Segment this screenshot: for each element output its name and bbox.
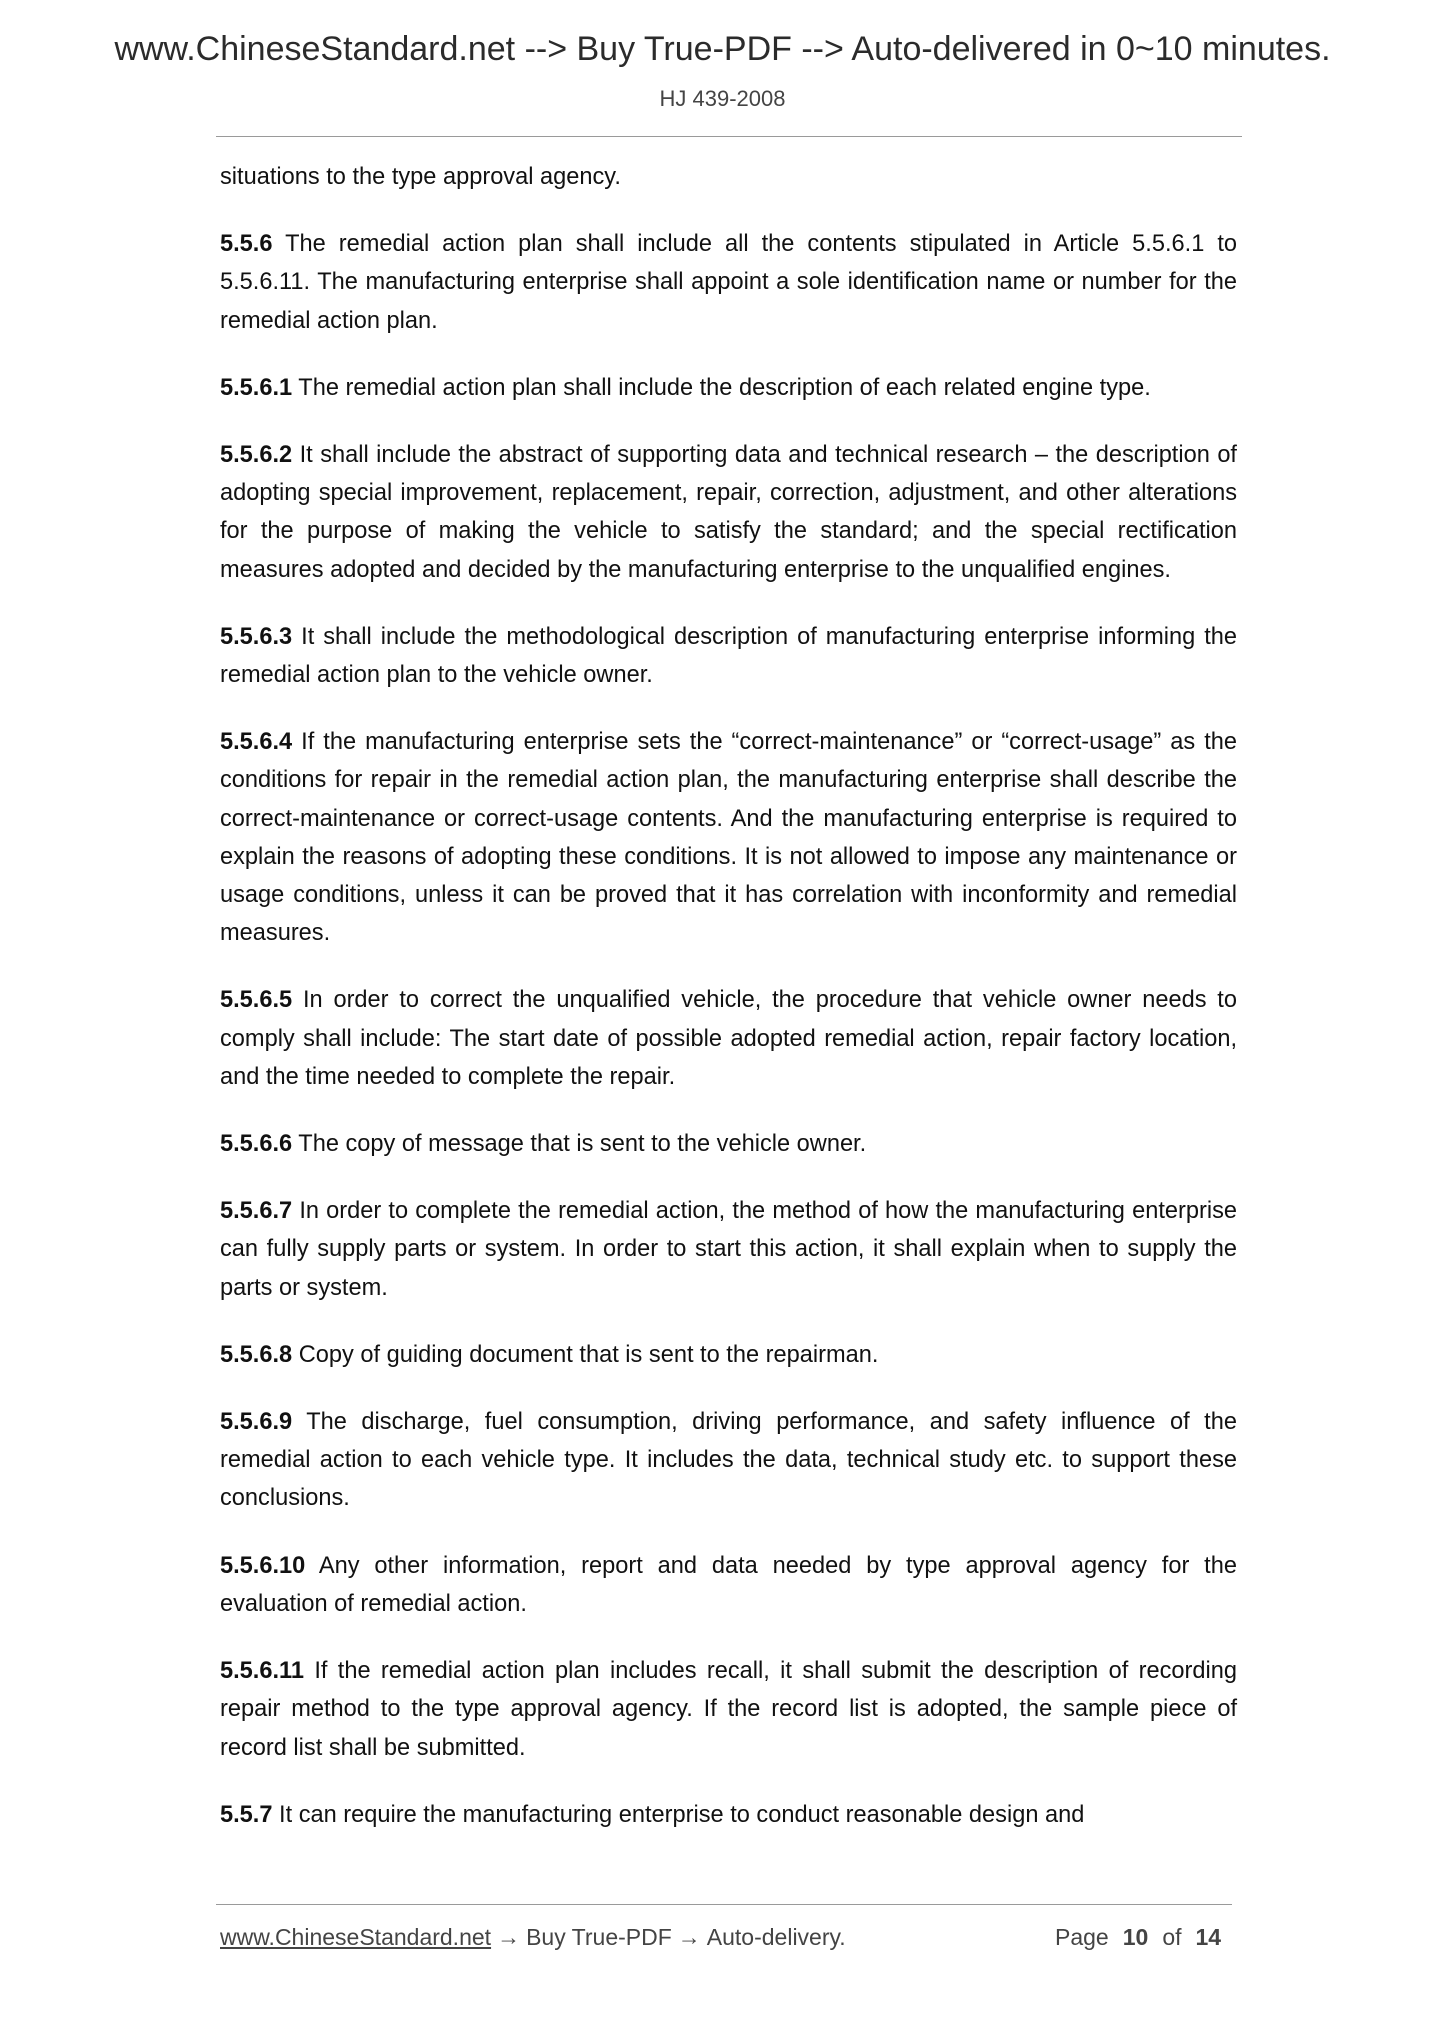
clause-number: 5.5.6.10 <box>220 1552 306 1579</box>
site-link[interactable]: www.ChineseStandard.net <box>220 1924 492 1950</box>
clause-number: 5.5.6.5 <box>220 987 293 1014</box>
paragraph: 5.5.6.6 The copy of message that is sent to the vehicle owner. <box>220 1131 867 1158</box>
delivery-text: Auto-delivery. <box>706 1924 846 1950</box>
clause-number: 5.5.6.3 <box>220 623 293 650</box>
paragraph: 5.5.6.3 It shall include the methodological description of manufacturing enterprise informing the remedial action plan to the vehicle owner. <box>220 623 1237 689</box>
arrow-right-icon: → <box>497 1924 521 1950</box>
clause-number: 5.5.7 <box>220 1801 273 1828</box>
paragraph: 5.5.6.2 It shall include the abstract of supporting data and technical research – the description of adopting special improvement, replacement, repair, correction, adjustment, and other alterations for the purpose of making the vehicle to satisfy the standard; and the special rectification measures adopted and decided by the manufacturing enterprise to the unqualified engines. <box>220 442 1237 583</box>
current-page: 10 <box>1122 1924 1149 1950</box>
arrow-right-icon: → <box>677 1924 701 1950</box>
clause-number: 5.5.6.6 <box>220 1131 293 1158</box>
footer-divider <box>216 1904 1232 1905</box>
clause-number: 5.5.6.8 <box>220 1341 293 1368</box>
paragraph: 5.5.6.8 Copy of guiding document that is sent to the repairman. <box>220 1341 879 1368</box>
clause-number: 5.5.6.2 <box>220 442 293 469</box>
page-indicator: Page 10 of 14 <box>1055 1924 1222 1950</box>
banner-text: www.ChineseStandard.net --> Buy True-PDF --> Auto-delivered in 0~10 minutes. <box>114 30 1331 68</box>
document-body <box>220 158 1237 1834</box>
paragraph: 5.5.6.10 Any other information, report and data needed by type approval agency for the evaluation of remedial action. <box>220 1552 1237 1617</box>
paragraph: 5.5.6.9 The discharge, fuel consumption, driving performance, and safety influence of the remedial action to each vehicle type. It includes the data, technical study etc. to support these conclusions. <box>220 1409 1237 1512</box>
clause-number: 5.5.6.1 <box>220 374 293 401</box>
buy-text: Buy True-PDF <box>526 1924 672 1950</box>
clause-number: 5.5.6.4 <box>220 729 293 756</box>
clause-number: 5.5.6.9 <box>220 1409 293 1436</box>
paragraph: 5.5.6.11 If the remedial action plan includes recall, it shall submit the description of recording repair method to the type approval agency. If the record list is adopted, the sample piece of record list shall be submitted. <box>220 1658 1237 1761</box>
footer-promo <box>220 1924 846 1951</box>
clause-number: 5.5.6 <box>220 231 273 258</box>
paragraph: 5.5.6.1 The remedial action plan shall include the description of each related engine type. <box>220 374 1151 401</box>
clause-number: 5.5.6.11 <box>220 1658 304 1685</box>
document-code: HJ 439-2008 <box>659 86 786 111</box>
paragraph: situations to the type approval agency. <box>220 164 621 190</box>
header-divider <box>216 136 1242 137</box>
clause-number: 5.5.6.7 <box>220 1198 293 1225</box>
paragraph: 5.5.6.4 If the manufacturing enterprise sets the “correct-maintenance” or “correct-usage” as the conditions for repair in the remedial action plan, the manufacturing enterprise shall describe the correct-maintenance or correct-usage contents. And the manufacturing enterprise is required to explain the reasons of adopting these conditions. It is not allowed to impose any maintenance or usage conditions, unless it can be proved that it has correlation with inconformity and remedial measures. <box>220 729 1237 947</box>
paragraph: 5.5.6.7 In order to complete the remedial action, the method of how the manufacturing enterprise can fully supply parts or system. In order to start this action, it shall explain when to supply the parts or system. <box>220 1198 1238 1301</box>
paragraph: 5.5.6 The remedial action plan shall include all the contents stipulated in Article 5.5.6.1 to 5.5.6.11. The manufacturing enterprise shall appoint a sole identification name or number for the remedial action plan. <box>220 231 1237 334</box>
paragraph: 5.5.7 It can require the manufacturing enterprise to conduct reasonable design and <box>220 1801 1085 1828</box>
total-pages: 14 <box>1195 1924 1222 1950</box>
paragraph: 5.5.6.5 In order to correct the unqualified vehicle, the procedure that vehicle owner needs to comply shall include: The start date of possible adopted remedial action, repair factory location, and the time needed to complete the repair. <box>220 987 1237 1090</box>
